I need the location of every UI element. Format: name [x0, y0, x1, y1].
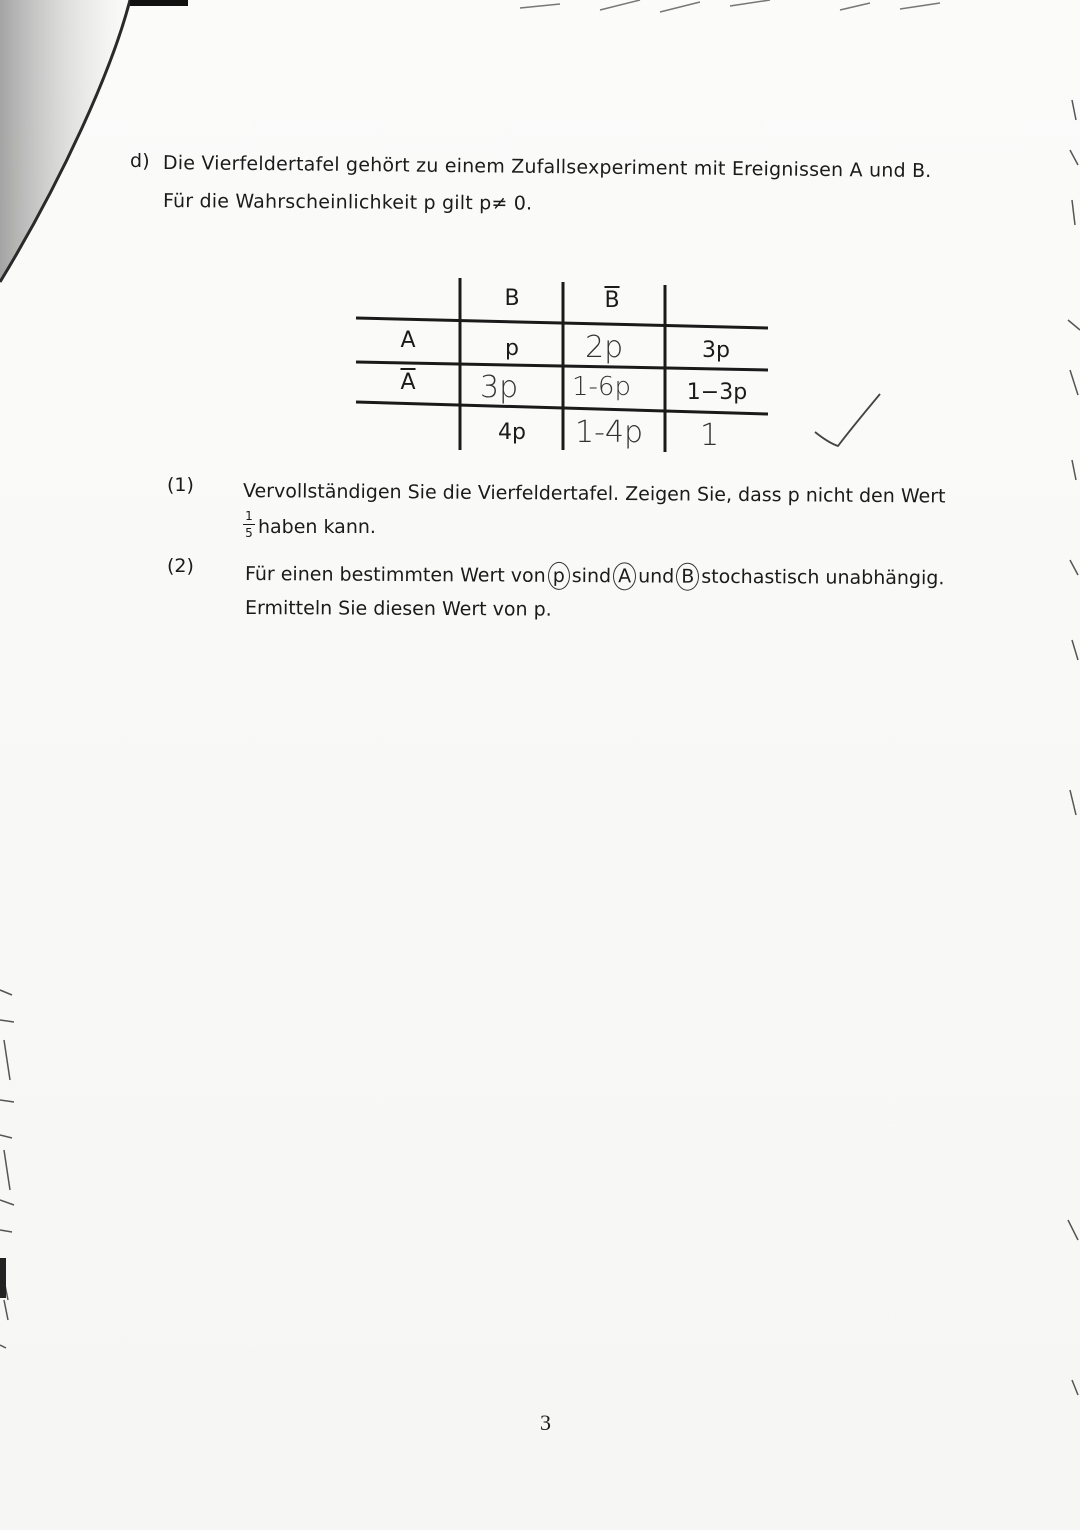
col-header-b: B [504, 286, 520, 311]
circled-p: p [548, 562, 570, 590]
handwritten-not-a-not-b: 1-6p [572, 372, 631, 402]
handwritten-total-total: 1 [700, 418, 720, 453]
fraction-one-fifth [242, 510, 256, 542]
circled-b: B [676, 563, 699, 591]
row-header-not-a: $\overline{A}$ [400, 370, 416, 395]
cell-a-b: p [505, 336, 519, 361]
circled-a: A [613, 562, 636, 590]
subtask-1-line1: Vervollständigen Sie die Vierfeldertafel. Zeigen Sie, dass p nicht den Wert [242, 480, 946, 508]
handwritten-a-not-b: 2p [585, 330, 624, 365]
row-header-a: A [400, 328, 416, 353]
fraction-bar [243, 524, 255, 525]
col-header-not-b: $\overline{B}$ [604, 288, 620, 313]
fraction-denominator: 5 [245, 526, 253, 540]
subtask-2-label: (2) [167, 555, 194, 577]
cell-total-b: 4p [498, 420, 526, 445]
subtask-2-text-a: Für einen bestimmten Wert von [244, 563, 546, 587]
subtask-2-text-c: und [638, 565, 675, 588]
task-description-line1: Die Vierfeldertafel gehört zu einem Zufallsexperiment mit Ereignissen A und B. [162, 152, 932, 183]
page-number: 3 [540, 1410, 551, 1435]
task-description-line2: Für die Wahrscheinlichkeit p gilt p≠ 0. [162, 190, 533, 215]
handwritten-total-not-b: 1-4p [575, 415, 644, 450]
fraction-numerator: 1 [245, 509, 253, 523]
subtask-2-text-d: stochastisch unabhängig. [701, 565, 945, 590]
cell-a-total: 3p [702, 338, 730, 363]
subtask-1-label: (1) [167, 474, 194, 496]
subtask-2-text-b: sind [571, 564, 612, 588]
handwritten-not-a-b: 3p [480, 370, 519, 405]
subtask-2-line1 [245, 560, 945, 592]
subtask-2-line2: Ermitteln Sie diesen Wert von p. [244, 597, 552, 621]
task-label: d) [130, 150, 150, 172]
cell-not-a-total: 1−3p [686, 380, 748, 405]
subtask-1-line2: haben kann. [258, 516, 376, 538]
